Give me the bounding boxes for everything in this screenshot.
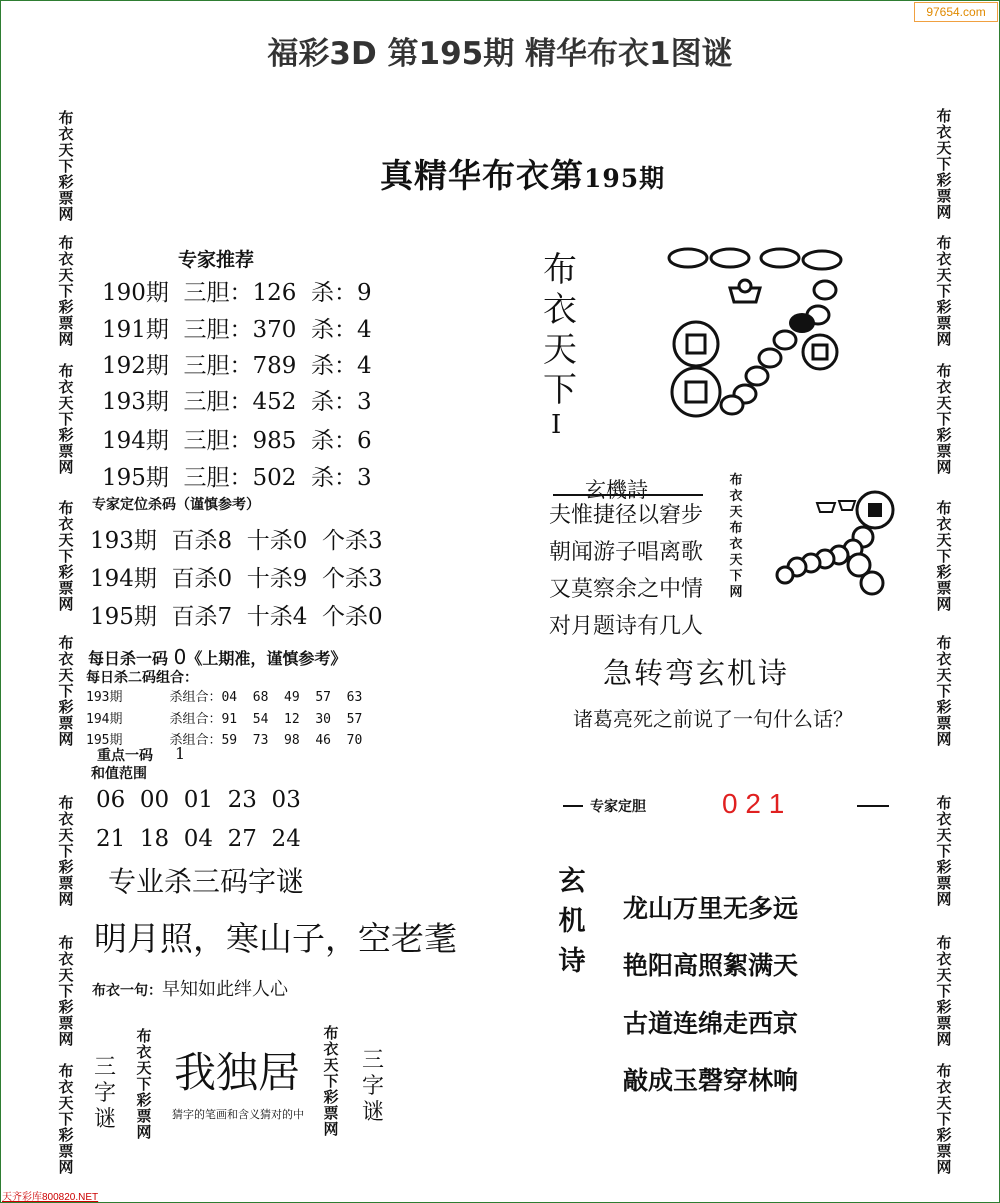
ingot [839, 501, 855, 510]
key-code-value: 1 [175, 744, 186, 763]
buyi-tianxia-vertical: 布衣天下 [543, 250, 577, 410]
expert-row: 195期 三胆：502 杀：3 [102, 465, 372, 491]
daily-kill-two-heading: 每日杀二码组合： [86, 670, 198, 686]
riddle-text: 明月照，寒山子，空老耄 [94, 919, 457, 958]
side-strip-right-3: 布衣天下彩票网 [936, 362, 952, 476]
side-strip-left-5: 布衣天下彩票网 [58, 634, 74, 748]
buyi-line [92, 975, 288, 1001]
side-strip-right-6: 布衣天下彩票网 [936, 794, 952, 908]
sum-values-line-1: 06 00 01 23 03 [96, 787, 301, 813]
wo-du-ju: 我独居 [174, 1048, 301, 1097]
xuanji-line: 夫惟捷径以窘步 [549, 503, 704, 528]
ring [721, 396, 743, 414]
ring [669, 249, 707, 267]
position-kill-row: 194期 百杀0 十杀9 个杀3 [90, 566, 383, 592]
ring [774, 331, 796, 349]
coin [861, 572, 883, 594]
xuanji-poem-line: 艳阳高照絮满天 [623, 951, 799, 980]
ingot [817, 503, 835, 512]
side-strip-left-8: 布衣天下彩票网 [58, 1062, 74, 1176]
coin-cluster-graphic [775, 485, 925, 605]
sum-range-label: 和值范围 [91, 766, 147, 782]
expert-row: 193期 三胆：452 杀：3 [102, 389, 372, 415]
side-strip-right-5: 布衣天下彩票网 [936, 634, 952, 748]
position-kill-row: 195期 百杀7 十杀4 个杀0 [90, 604, 383, 630]
xuanji-underline [553, 494, 703, 496]
ring [759, 349, 781, 367]
side-strip-right-2: 布衣天下彩票网 [936, 234, 952, 348]
riddle-hint: 猜字的笔画和含义猜对的中 [172, 1108, 304, 1121]
side-strip-left-2: 布衣天下彩票网 [58, 234, 74, 348]
ring [803, 251, 841, 269]
expert-row: 192期 三胆：789 杀：4 [102, 353, 372, 379]
footer-link[interactable]: 天齐彩库800820.NET [2, 1192, 99, 1203]
expert-dan-value: 0 2 1 [722, 788, 785, 819]
sum-values-line-2: 21 18 04 27 24 [96, 826, 301, 852]
xuanji-heading: 玄機詩 [585, 478, 648, 502]
ring [814, 281, 836, 299]
coin-chain-graphic [660, 240, 850, 425]
dan-rule-left [563, 805, 583, 807]
page-title: 福彩3D 第195期 精华布衣1图谜 [267, 36, 733, 72]
position-kill-heading: 专家定位杀码（谨慎参考） [92, 497, 260, 513]
san-zi-mi-right: 三字谜 [361, 1048, 384, 1125]
side-strip-right-7: 布衣天下彩票网 [936, 934, 952, 1048]
ring [761, 249, 799, 267]
side-strip-left-6: 布衣天下彩票网 [58, 794, 74, 908]
coin [803, 335, 837, 369]
inner-title-main: 真精华布衣第 [380, 156, 584, 195]
inner-title [380, 150, 665, 197]
daily-kill-line [88, 645, 346, 669]
jizhuanwan-question: 诸葛亮死之前说了一句什么话？ [573, 707, 853, 731]
xuanji-poem-line: 敲成玉磬穿林响 [623, 1066, 799, 1095]
coin [674, 322, 718, 366]
coin [777, 567, 793, 583]
position-kill-row: 193期 百杀8 十杀0 个杀3 [90, 528, 383, 554]
daily-kill-note: 《上期准，谨慎参考》 [186, 649, 347, 668]
buyi-text: 早知如此绊人心 [162, 979, 288, 1000]
side-strip-right-8: 布衣天下彩票网 [936, 1062, 952, 1176]
roman-numeral: I [551, 410, 562, 440]
side-strip-right-1: 布衣天下彩票网 [936, 107, 952, 221]
key-code-label: 重点一码 [97, 748, 153, 764]
side-strip-inner-1: 布衣天下彩票网 [136, 1027, 152, 1141]
site-watermark: 97654.com [914, 2, 998, 22]
daily-kill-value: 0 [173, 645, 187, 669]
expert-row: 194期 三胆：985 杀：6 [102, 428, 372, 454]
coin [672, 368, 720, 416]
side-strip-right-4: 布衣天下彩票网 [936, 499, 952, 613]
inner-title-issue: 195期 [584, 164, 666, 193]
san-zi-mi-left: 三字谜 [93, 1055, 116, 1132]
side-strip-left-7: 布衣天下彩票网 [58, 934, 74, 1048]
xuanji-poem-line: 古道连绵走西京 [623, 1009, 799, 1038]
expert-row: 191期 三胆：370 杀：4 [102, 317, 372, 343]
xuanji-line: 朝闻游子唱离歌 [549, 540, 704, 565]
side-strip-left-1: 布衣天下彩票网 [58, 109, 74, 223]
xuanji-line: 对月题诗有几人 [549, 614, 704, 639]
xuanji-side-strip: 布衣天布衣天下网 [729, 473, 743, 600]
dan-rule-right [857, 805, 889, 807]
xuanji-line: 又莫察余之中情 [549, 577, 704, 602]
coin-hole [868, 503, 882, 517]
expert-heading: 专家推荐 [178, 249, 255, 271]
xuanji-poem-line: 龙山万里无多远 [623, 894, 799, 923]
daily-kill-label: 每日杀一码 [88, 649, 169, 668]
ring [789, 313, 815, 333]
ingot-top [739, 280, 751, 292]
side-strip-left-3: 布衣天下彩票网 [58, 362, 74, 476]
buyi-label: 布衣一句： [92, 983, 162, 999]
ring [711, 249, 749, 267]
xuanji-poem-label: 玄机诗 [558, 866, 586, 977]
expert-row: 190期 三胆：126 杀：9 [102, 280, 372, 306]
combo-row: 193期 杀组合：04 68 49 57 63 [86, 690, 363, 705]
side-strip-left-4: 布衣天下彩票网 [58, 499, 74, 613]
jizhuanwan-title: 急转弯玄机诗 [603, 656, 790, 690]
combo-row: 195期 杀组合：59 73 98 46 70 [86, 733, 363, 748]
expert-dan-label: 专家定胆 [590, 799, 646, 815]
side-strip-inner-2: 布衣天下彩票网 [323, 1024, 339, 1138]
combo-row: 194期 杀组合：91 54 12 30 57 [86, 712, 363, 727]
riddle-title: 专业杀三码字谜 [108, 865, 305, 898]
ring [746, 367, 768, 385]
